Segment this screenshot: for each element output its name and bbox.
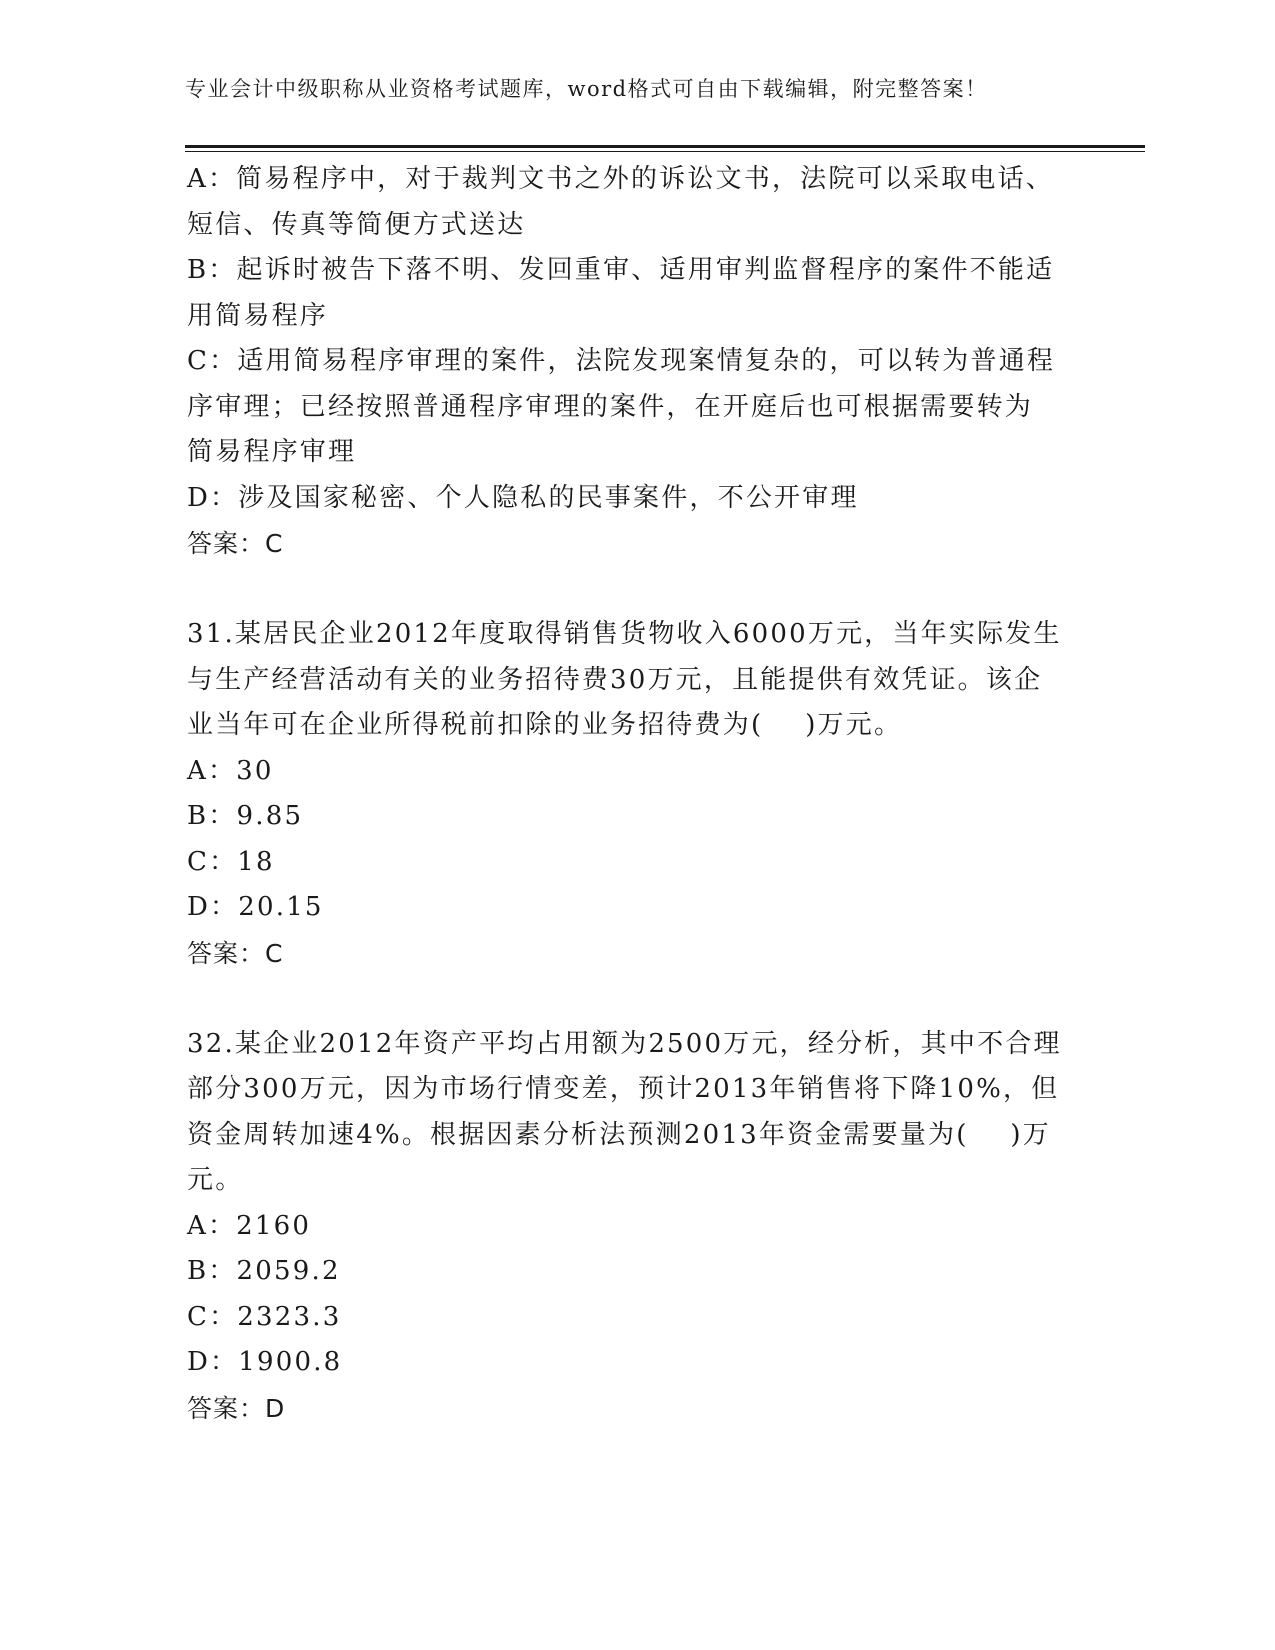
option-b: B：2059.2 (187, 1256, 341, 1286)
question-stem-line: 32.某企业2012年资产平均占用额为2500万元，经分析，其中不合理 (187, 1028, 1062, 1059)
question-stem-line: 31.某居民企业2012年度取得销售货物收入6000万元，当年实际发生 (187, 619, 1062, 649)
question-stem-line: 业当年可在企业所得税前扣除的业务招待费为( )万元。 (187, 710, 903, 740)
question-stem-line: 与生产经营活动有关的业务招待费30万元，且能提供有效凭证。该企 (187, 664, 1043, 695)
answer-label: 答案：C (187, 529, 284, 558)
option-line: D：涉及国家秘密、个人隐私的民事案件，不公开审理 (187, 482, 859, 513)
option-line: 序审理；已经按照普通程序审理的案件，在开庭后也可根据需要转为 (187, 391, 1034, 422)
option-line: 短信、传真等简便方式送达 (187, 209, 526, 240)
option-line: B：起诉时被告下落不明、发回重审、适用审判监督程序的案件不能适 (187, 255, 1055, 285)
option-c: C：2323.3 (187, 1301, 342, 1332)
option-line: 用简易程序 (187, 300, 329, 331)
question-content (187, 157, 1077, 1431)
option-c (187, 339, 1077, 476)
option-b: B：9.85 (187, 801, 304, 831)
option-d (187, 476, 1077, 522)
question-31 (187, 612, 1077, 976)
option-a (187, 157, 1077, 248)
option-a: A：2160 (187, 1210, 312, 1241)
spacer (187, 567, 1077, 613)
question-32 (187, 1022, 1077, 1432)
option-d: D：1900.8 (187, 1347, 343, 1377)
question-stem-line: 元。 (187, 1165, 244, 1195)
option-c: C：18 (187, 846, 275, 877)
prev-question (187, 157, 1077, 567)
option-line: A：简易程序中，对于裁判文书之外的诉讼文书，法院可以采取电话、 (187, 164, 1054, 194)
option-a: A：30 (187, 755, 274, 786)
header-rule-thin (185, 151, 1145, 152)
option-line: C：适用简易程序审理的案件，法院发现案情复杂的，可以转为普通程 (187, 346, 1056, 376)
option-d: D：20.15 (187, 892, 324, 922)
option-line: 简易程序审理 (187, 437, 357, 467)
answer-label: 答案：C (187, 938, 284, 968)
option-b (187, 248, 1077, 339)
answer-label: 答案：D (187, 1393, 286, 1423)
question-stem-line: 资金周转加速4%。根据因素分析法预测2013年资金需要量为( )万 (187, 1119, 1051, 1150)
spacer (187, 976, 1077, 1022)
question-stem-line: 部分300万元，因为市场行情变差，预计2013年销售将下降10%，但 (187, 1074, 1060, 1104)
page-header: 专业会计中级职称从业资格考试题库，word格式可自由下载编辑，附完整答案！ (185, 77, 988, 101)
header-rule-thick (185, 145, 1145, 148)
